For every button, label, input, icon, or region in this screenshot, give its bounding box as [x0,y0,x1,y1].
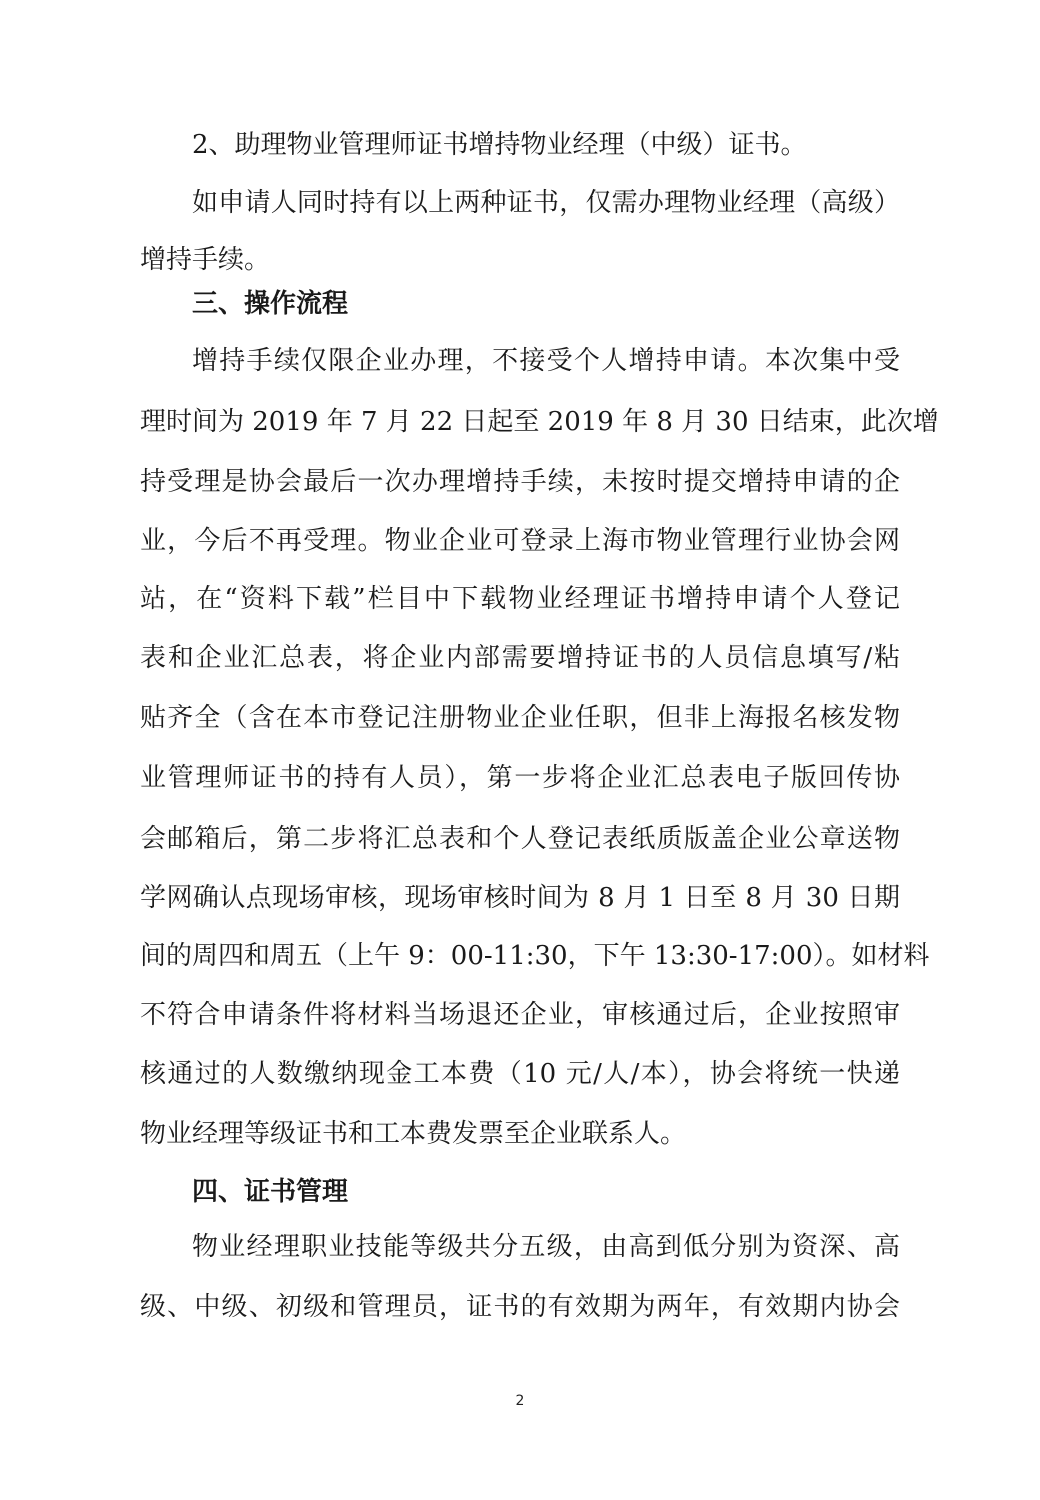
paragraph-line: 表和企业汇总表，将企业内部需要增持证书的人员信息填写/粘 [140,643,900,673]
paragraph-line: 贴齐全（含在本市登记注册物业企业任职，但非上海报名核发物 [140,703,900,733]
paragraph-line: 理时间为 2019 年 7 月 22 日起至 2019 年 8 月 30 日结束，此次增 [140,407,939,437]
paragraph-line: 物业经理等级证书和工本费发票至企业联系人。 [140,1119,687,1149]
paragraph-line: 业管理师证书的持有人员），第一步将企业汇总表电子版回传协 [140,763,900,793]
paragraph-line: 增持手续仅限企业办理，不接受个人增持申请。本次集中受 [192,346,900,376]
section-heading: 四、证书管理 [192,1177,349,1207]
paragraph-line: 业，今后不再受理。物业企业可登录上海市物业管理行业协会网 [140,526,900,556]
paragraph-line: 站，在“资料下载”栏目中下载物业经理证书增持申请个人登记 [140,584,900,614]
paragraph-line: 学网确认点现场审核，现场审核时间为 8 月 1 日至 8 月 30 日期 [140,883,900,913]
paragraph-line: 持受理是协会最后一次办理增持手续，未按时提交增持申请的企 [140,467,900,497]
paragraph-line: 间的周四和周五（上午 9：00-11:30，下午 13:30-17:00）。如材料 [140,941,930,971]
paragraph-line: 级、中级、初级和管理员，证书的有效期为两年，有效期内协会 [140,1292,900,1322]
paragraph-line: 增持手续。 [140,245,271,275]
page-number: 2 [515,1393,525,1409]
paragraph-line: 如申请人同时持有以上两种证书，仅需办理物业经理（高级） [192,188,900,218]
paragraph-line: 物业经理职业技能等级共分五级，由高到低分别为资深、高 [192,1232,900,1262]
paragraph-line: 2、助理物业管理师证书增持物业经理（中级）证书。 [192,130,807,160]
paragraph-line: 核通过的人数缴纳现金工本费（10 元/人/本），协会将统一快递 [140,1059,900,1089]
section-heading: 三、操作流程 [192,289,349,319]
paragraph-line: 会邮箱后，第二步将汇总表和个人登记表纸质版盖企业公章送物 [140,824,900,854]
paragraph-line: 不符合申请条件将材料当场退还企业，审核通过后，企业按照审 [140,1000,900,1030]
